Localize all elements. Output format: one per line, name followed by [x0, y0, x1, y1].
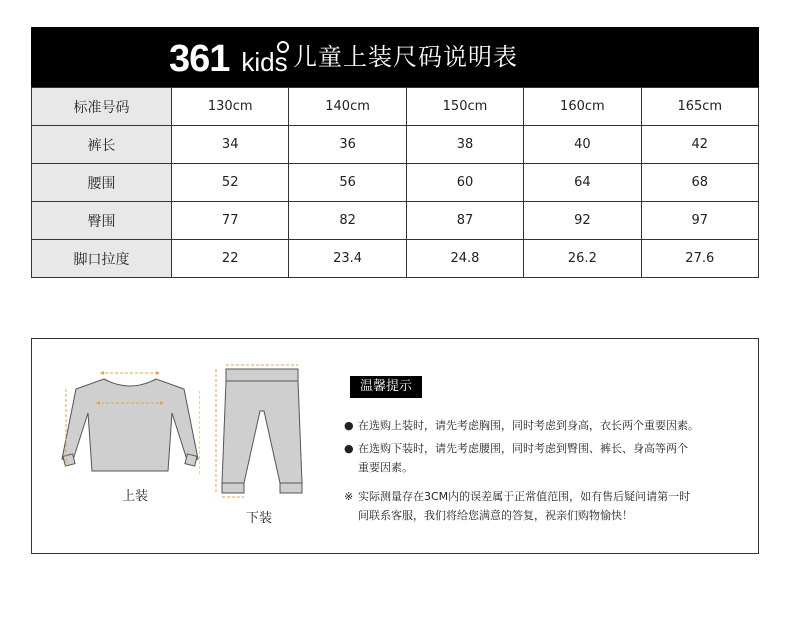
- tip-text: 在选购下装时，请先考虑腰围，同时考虑到臀围、裤长、身高等两个: [358, 442, 688, 455]
- brand-suffix: kids: [241, 47, 288, 77]
- row-header: 腰围: [32, 164, 172, 202]
- table-cell: 52: [172, 164, 289, 202]
- tip-text: 实际测量存在3CM内的误差属于正常值范围，如有售后疑问请第一时: [358, 490, 691, 503]
- bullet-icon: ●: [344, 419, 354, 432]
- tip-note: [344, 416, 699, 435]
- table-cell: 64: [524, 164, 641, 202]
- table-cell: 24.8: [406, 240, 523, 278]
- page-title: 儿童上装尺码说明表: [293, 43, 518, 71]
- table-cell: 40: [524, 126, 641, 164]
- table-cell: 77: [172, 202, 289, 240]
- table-cell: 87: [406, 202, 523, 240]
- table-cell: 82: [289, 202, 406, 240]
- table-cell: 68: [641, 164, 758, 202]
- table-cell: 27.6: [641, 240, 758, 278]
- brand-degree-ring: [277, 41, 289, 53]
- table-cell: 42: [641, 126, 758, 164]
- table-cell: 22: [172, 240, 289, 278]
- bottom-garment-label: 下装: [246, 511, 273, 526]
- size-cell: 140cm: [289, 88, 406, 126]
- bullet-icon: ●: [344, 442, 354, 455]
- table-header-row: [32, 88, 759, 126]
- tips-badge: 温馨提示: [350, 376, 422, 398]
- table-cell: 38: [406, 126, 523, 164]
- table-row: [32, 240, 759, 278]
- tips-panel: [31, 338, 759, 554]
- table-row: [32, 126, 759, 164]
- tip-text: 重要因素。: [358, 461, 413, 474]
- reference-mark-icon: ※: [344, 490, 354, 503]
- table-cell: 92: [524, 202, 641, 240]
- size-table: [31, 87, 759, 278]
- tip-note: [344, 439, 688, 477]
- row-header: 裤长: [32, 126, 172, 164]
- table-row: [32, 202, 759, 240]
- brand-number: 361: [169, 38, 230, 80]
- size-cell: 160cm: [524, 88, 641, 126]
- table-cell: 34: [172, 126, 289, 164]
- size-cell: 130cm: [172, 88, 289, 126]
- top-garment-figure: [60, 367, 200, 483]
- brand-logo: [169, 35, 288, 79]
- table-cell: 23.4: [289, 240, 406, 278]
- table-cell: 36: [289, 126, 406, 164]
- header-banner: [31, 27, 759, 87]
- tip-text: 在选购上装时，请先考虑胸围，同时考虑到身高，衣长两个重要因素。: [358, 419, 699, 432]
- tip-note: [344, 487, 690, 525]
- table-row: [32, 164, 759, 202]
- size-cell: 165cm: [641, 88, 758, 126]
- row-header: 脚口拉度: [32, 240, 172, 278]
- bottom-garment-figure: [212, 361, 312, 501]
- row-header: 标准号码: [32, 88, 172, 126]
- garment-shape: [222, 369, 302, 493]
- table-cell: 26.2: [524, 240, 641, 278]
- table-cell: 56: [289, 164, 406, 202]
- size-cell: 150cm: [406, 88, 523, 126]
- tip-text: 间联系客服，我们将给您满意的答复，祝亲们购物愉快！: [358, 509, 633, 522]
- row-header: 臀围: [32, 202, 172, 240]
- garment-shape: [62, 379, 198, 471]
- top-garment-label: 上装: [122, 489, 149, 504]
- table-cell: 97: [641, 202, 758, 240]
- table-cell: 60: [406, 164, 523, 202]
